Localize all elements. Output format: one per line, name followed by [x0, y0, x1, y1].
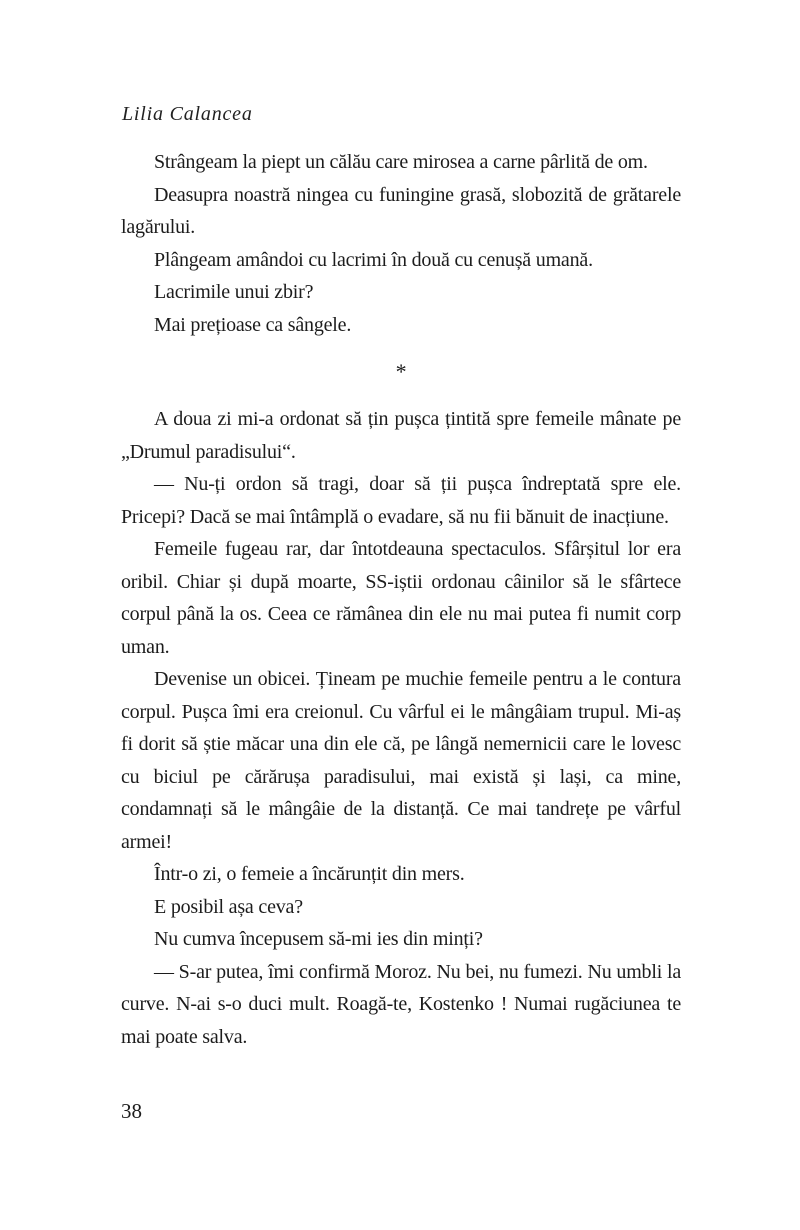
paragraph: Femeile fugeau rar, dar întotdeauna spectaculos. Sfârșitul lor era oribil. Chiar și după moarte, SS-iștii ordonau câinilor să le sfârtece corpul până la os. Ceea ce rămânea din ele nu mai putea fi numit corp uman. — [121, 538, 681, 658]
paragraph: Mai prețioase ca sângele. — [154, 313, 352, 336]
page-number: 38 — [121, 1099, 142, 1123]
paragraph: Nu cumva începusem să-mi ies din minți? — [154, 928, 483, 950]
asterisk-glyph: * — [395, 359, 407, 384]
paragraph: Într-o zi, o femeie a încărunțit din mers. — [154, 863, 465, 885]
paragraph: A doua zi mi-a ordonat să țin pușca țintită spre femeile mânate pe „Drumul paradisului“. — [121, 408, 681, 463]
body-text — [121, 146, 681, 1053]
paragraph: Devenise un obicei. Țineam pe muchie femeile pentru a le contura corpul. Pușca îmi era creionul. Cu vârful ei le mângâiam trupul. Mi-aș fi dorit să știe măcar una din ele că, pe lângă nemernicii care le lovesc cu biciul pe cărărușa paradisului, mai există și lași, ca mine, condamnați să le mângâie de la distanță. Ce mai tandrețe pe vârful armei! — [121, 668, 681, 853]
paragraph: Strângeam la piept un călău care mirosea a carne pârlită de om. — [154, 151, 648, 173]
paragraph: Deasupra noastră ningea cu funingine grasă, slobozită de grătarele lagărului. — [121, 183, 681, 238]
paragraph-dialogue: — S-ar putea, îmi confirmă Moroz. Nu bei, nu fumezi. Nu umbli la curve. N-ai s-o duci mult. Roagă-te, Kostenko ! Numai rugăciunea te mai poate salva. — [121, 960, 681, 1048]
paragraph: Lacrimile unui zbir? — [154, 281, 314, 303]
paragraph: Plângeam amândoi cu lacrimi în două cu cenușă umană. — [154, 248, 593, 271]
paragraph-dialogue: — Nu-ți ordon să tragi, doar să ții pușca îndreptată spre ele. Pricepi? Dacă se mai întâmplă o evadare, să nu fii bănuit de inacțiune. — [121, 473, 681, 528]
section-break — [121, 341, 681, 403]
running-header-author: Lilia Calancea — [122, 103, 253, 125]
paragraph: E posibil așa ceva? — [154, 895, 303, 918]
